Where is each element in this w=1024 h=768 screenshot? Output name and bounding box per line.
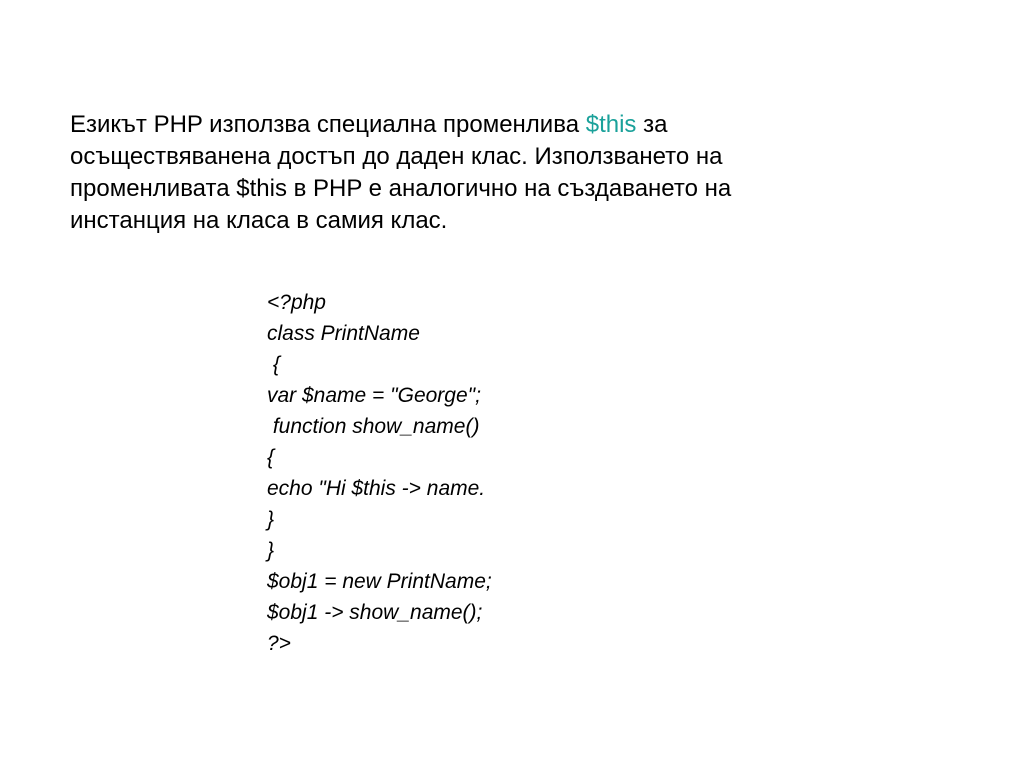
code-line: echo "Hi $this -> name. bbox=[267, 477, 486, 500]
code-line: $obj1 = new PrintName; bbox=[267, 570, 492, 593]
code-line: class PrintName bbox=[267, 322, 420, 345]
intro-line-4: инстанция на класа в самия клас. bbox=[70, 207, 448, 234]
intro-line-2: осъществяванена достъп до даден клас. Използването на bbox=[70, 143, 723, 170]
intro-line-3: променливата $this в PHP е аналогично на създаването на bbox=[70, 175, 732, 202]
code-line: } bbox=[267, 539, 275, 562]
intro-line-1-before: Езикът PHP използва специална променлива bbox=[70, 111, 586, 138]
code-line: { bbox=[267, 446, 275, 469]
code-line: function show_name() bbox=[267, 415, 480, 438]
code-line: { bbox=[267, 353, 280, 376]
this-keyword-highlight: $this bbox=[585, 111, 637, 138]
code-line: <?php bbox=[267, 291, 326, 314]
php-code-block bbox=[267, 287, 787, 659]
code-line: $obj1 -> show_name(); bbox=[267, 601, 483, 624]
code-line: ?> bbox=[267, 632, 291, 655]
code-line: } bbox=[267, 508, 275, 531]
intro-line-1 bbox=[70, 109, 950, 141]
intro-line-1-after: за bbox=[636, 111, 668, 138]
code-line: var $name = "George"; bbox=[267, 384, 481, 407]
intro-paragraph bbox=[70, 109, 950, 237]
